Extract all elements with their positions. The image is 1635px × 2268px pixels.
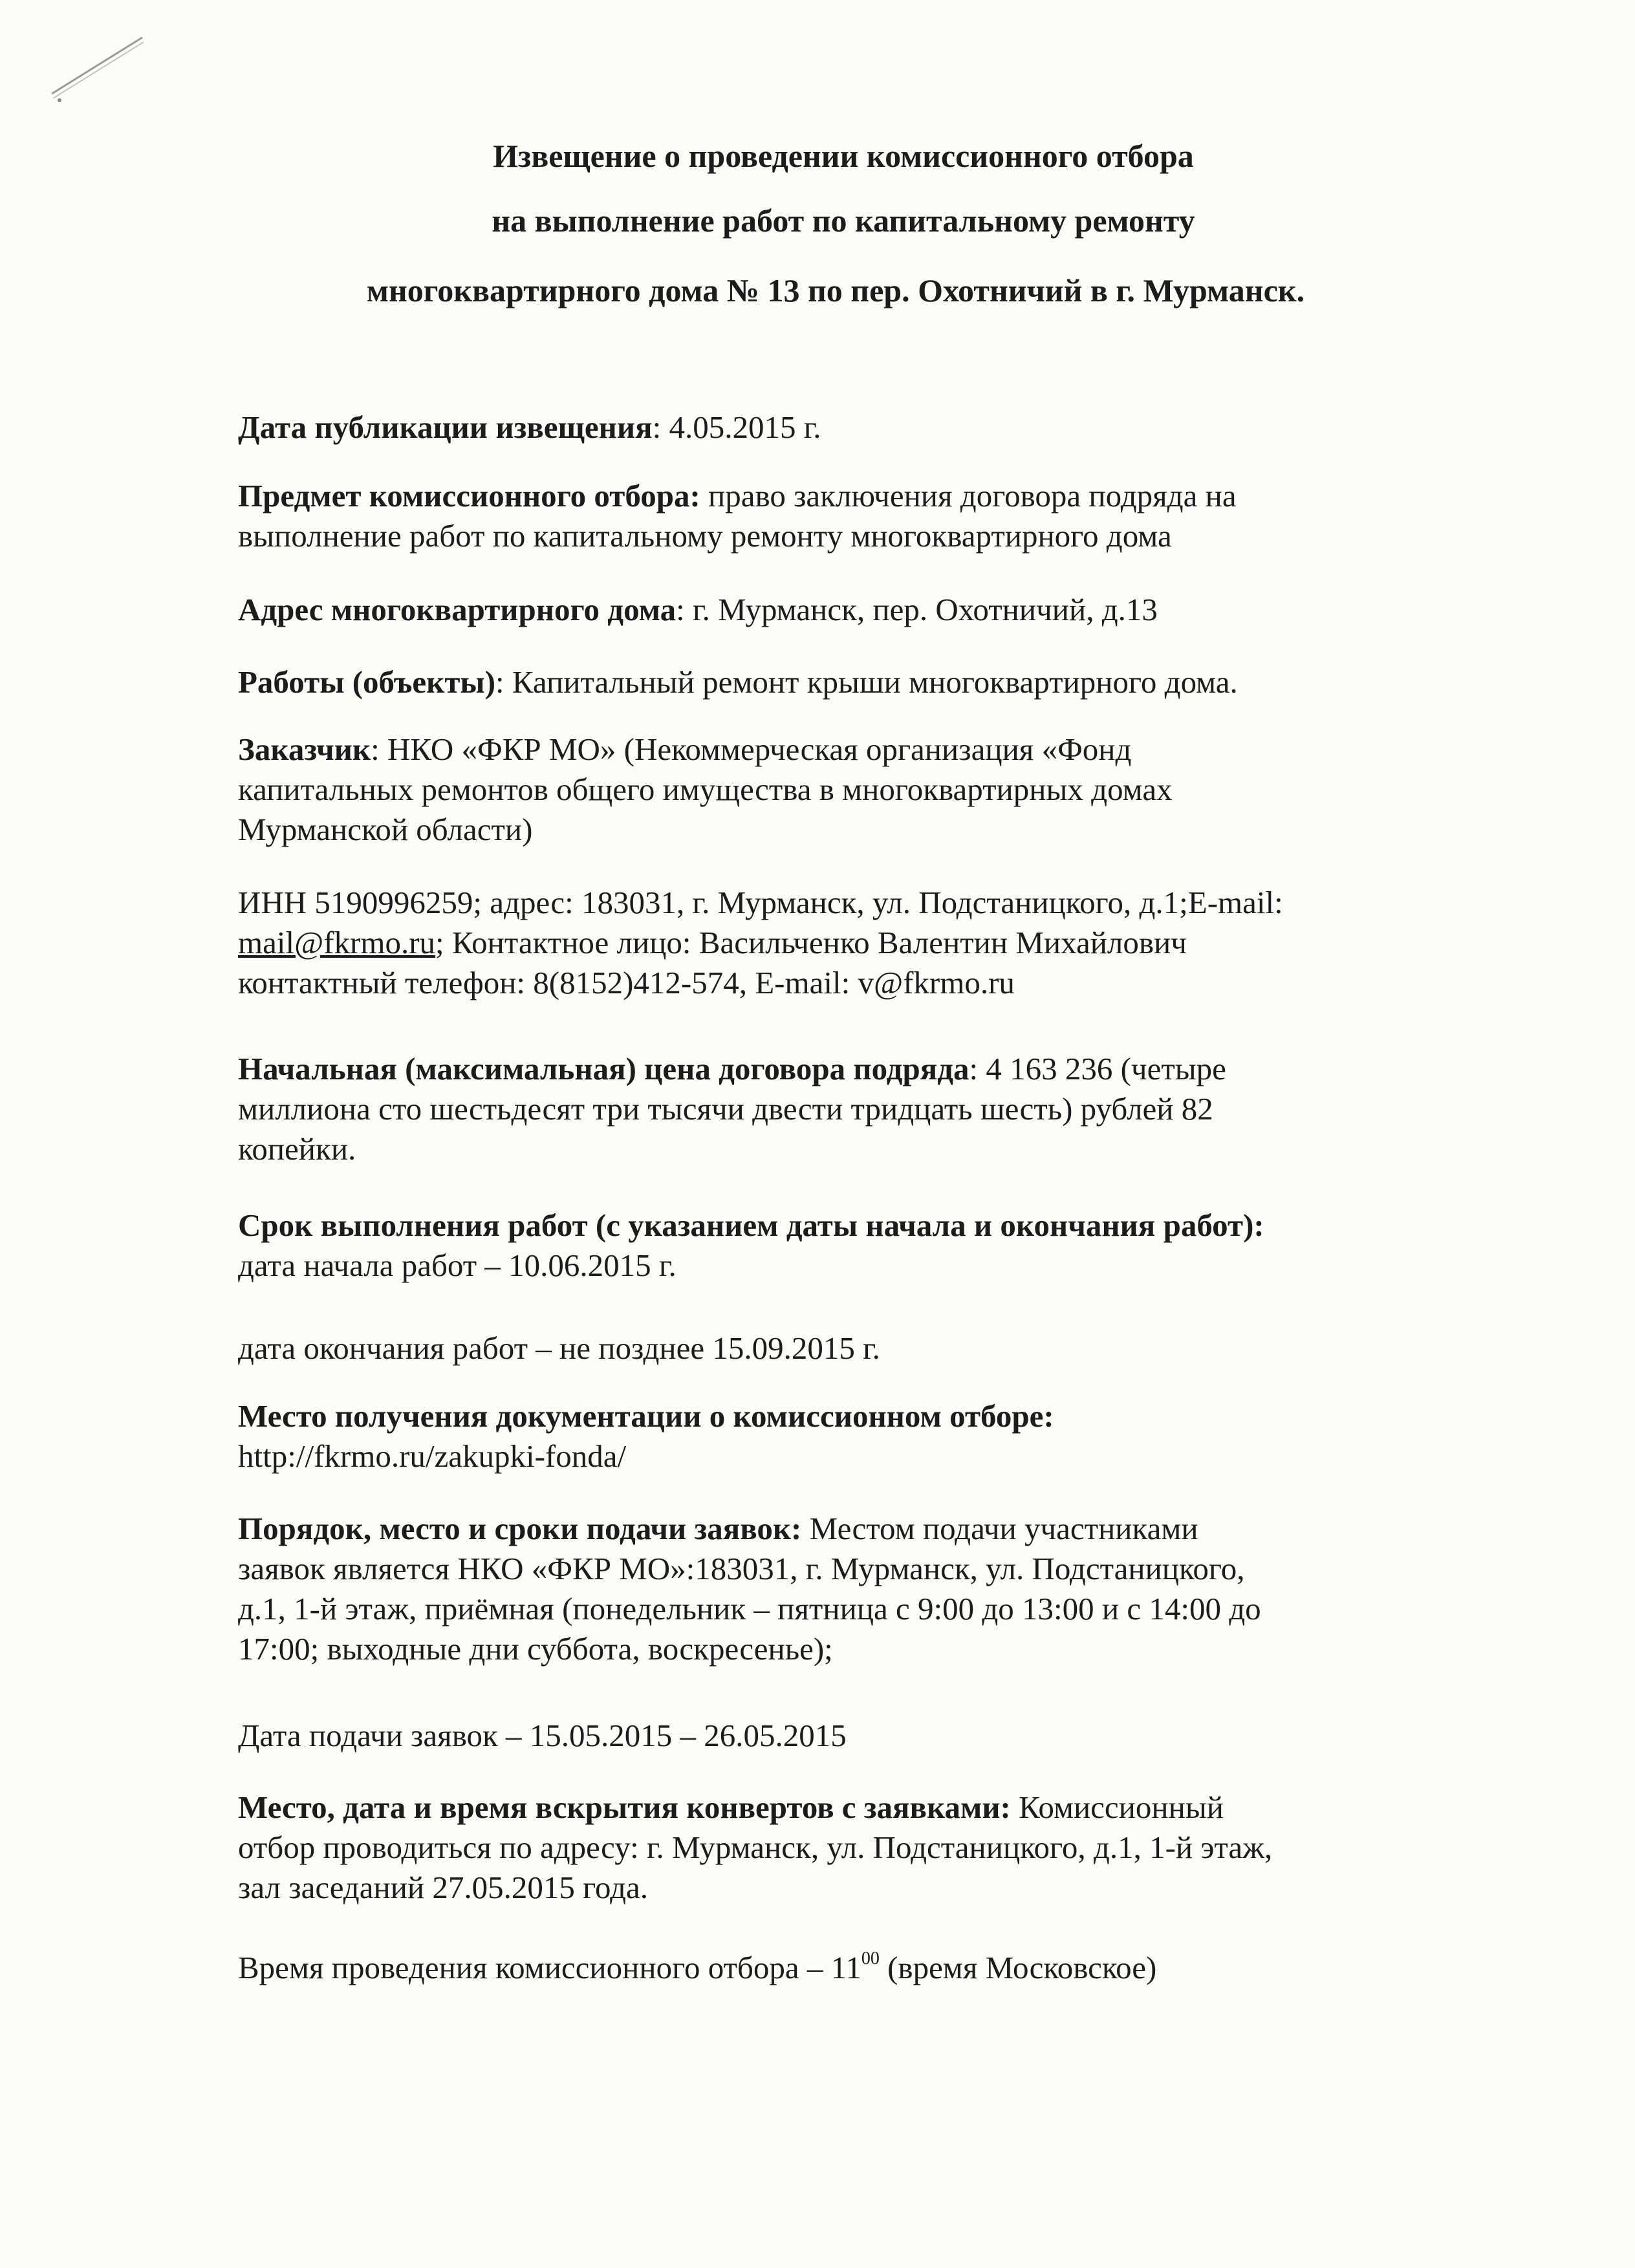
- term-section: [238, 1205, 1499, 1286]
- docs-url[interactable]: http://fkrmo.ru/zakupki-fonda/: [238, 1438, 627, 1474]
- publication-date-value: : 4.05.2015 г.: [652, 409, 821, 445]
- works-value: : Капитальный ремонт крыши многоквартирного дома.: [495, 664, 1238, 700]
- customer-line-1: : НКО «ФКР МО» (Некоммерческая организация «Фонд: [371, 731, 1132, 767]
- contacts-line-1: ИНН 5190996259; адрес: 183031, г. Мурманск, ул. Подстаницкого, д.1;E-mail:: [238, 885, 1283, 920]
- term-start: дата начала работ – 10.06.2015 г.: [238, 1247, 677, 1283]
- publication-date-label: Дата публикации извещения: [238, 409, 653, 445]
- works-section: [238, 662, 1499, 702]
- subject-section: [238, 476, 1499, 556]
- order-line-1: Местом подачи участниками: [801, 1511, 1198, 1546]
- opening-label: Место, дата и время вскрытия конвертов с заявками:: [238, 1789, 1011, 1825]
- opening-line-1: Комиссионный: [1010, 1789, 1224, 1825]
- term-label: Срок выполнения работ (с указанием даты начала и окончания работ):: [238, 1207, 1264, 1243]
- order-section: [238, 1509, 1499, 1669]
- opening-line-3: зал заседаний 27.05.2015 года.: [238, 1870, 649, 1905]
- time-prefix: Время проведения комиссионного отбора – 11: [238, 1950, 861, 1985]
- subject-line-2: выполнение работ по капитальному ремонту многоквартирного дома: [238, 518, 1172, 554]
- publication-date: [238, 407, 1499, 448]
- order-line-4: 17:00; выходные дни суббота, воскресенье);: [238, 1631, 833, 1667]
- subject-line-1: право заключения договора подряда на: [700, 478, 1237, 513]
- order-label: Порядок, место и сроки подачи заявок:: [238, 1511, 802, 1546]
- staple-mark-icon: [45, 26, 162, 103]
- time-suffix: (время Московское): [879, 1950, 1157, 1985]
- time-superscript: 00: [861, 1949, 880, 1969]
- opening-line-2: отбор проводиться по адресу: г. Мурманск, ул. Подстаницкого, д.1, 1-й этаж,: [238, 1830, 1273, 1865]
- price-line-3: копейки.: [238, 1131, 356, 1167]
- notice-title-line-1: Извещение о проведении комиссионного отбора: [493, 138, 1194, 174]
- contacts-line-2: ; Контактное лицо: Васильченко Валентин Михайлович: [435, 925, 1187, 960]
- subject-label: Предмет комиссионного отбора:: [238, 478, 700, 513]
- address-label: Адрес многоквартирного дома: [238, 592, 677, 627]
- opening-section: [238, 1787, 1499, 1908]
- submission-dates: Дата подачи заявок – 15.05.2015 – 26.05.2015: [238, 1718, 847, 1753]
- term-end: дата окончания работ – не позднее 15.09.2015 г.: [238, 1330, 880, 1366]
- email-link[interactable]: mail@fkrmo.ru: [238, 925, 436, 960]
- price-line-2: миллиона сто шестьдесят три тысячи двести тридцать шесть) рублей 82: [238, 1091, 1213, 1127]
- docs-label: Место получения документации о комиссионном отборе:: [238, 1398, 1054, 1434]
- customer-label: Заказчик: [238, 731, 371, 767]
- address-section: [238, 590, 1499, 630]
- notice-title-line-3: многоквартирного дома № 13 по пер. Охотничий в г. Мурманск.: [366, 272, 1305, 308]
- order-line-2: заявок является НКО «ФКР МО»:183031, г. Мурманск, ул. Подстаницкого,: [238, 1551, 1245, 1586]
- submission-section: [238, 1716, 1499, 1756]
- docs-section: [238, 1396, 1499, 1476]
- notice-title-line-2: на выполнение работ по капитальному ремонту: [492, 202, 1195, 239]
- address-value: : г. Мурманск, пер. Охотничий, д.13: [676, 592, 1158, 627]
- order-line-3: д.1, 1-й этаж, приёмная (понедельник – пятница с 9:00 до 13:00 и с 14:00 до: [238, 1591, 1261, 1626]
- price-label: Начальная (максимальная) цена договора подряда: [238, 1051, 969, 1086]
- price-line-1: : 4 163 236 (четыре: [969, 1051, 1226, 1086]
- price-section: [238, 1049, 1499, 1169]
- customer-line-2: капитальных ремонтов общего имущества в многоквартирных домах: [238, 772, 1173, 807]
- works-label: Работы (объекты): [238, 664, 496, 700]
- term-end-section: [238, 1328, 1499, 1368]
- contacts-section: [238, 883, 1499, 1003]
- time-section: [238, 1948, 1499, 1988]
- contacts-line-3: контактный телефон: 8(8152)412-574, E-mail: v@fkrmo.ru: [238, 965, 1015, 1000]
- customer-section: [238, 729, 1499, 850]
- customer-line-3: Мурманской области): [238, 812, 533, 847]
